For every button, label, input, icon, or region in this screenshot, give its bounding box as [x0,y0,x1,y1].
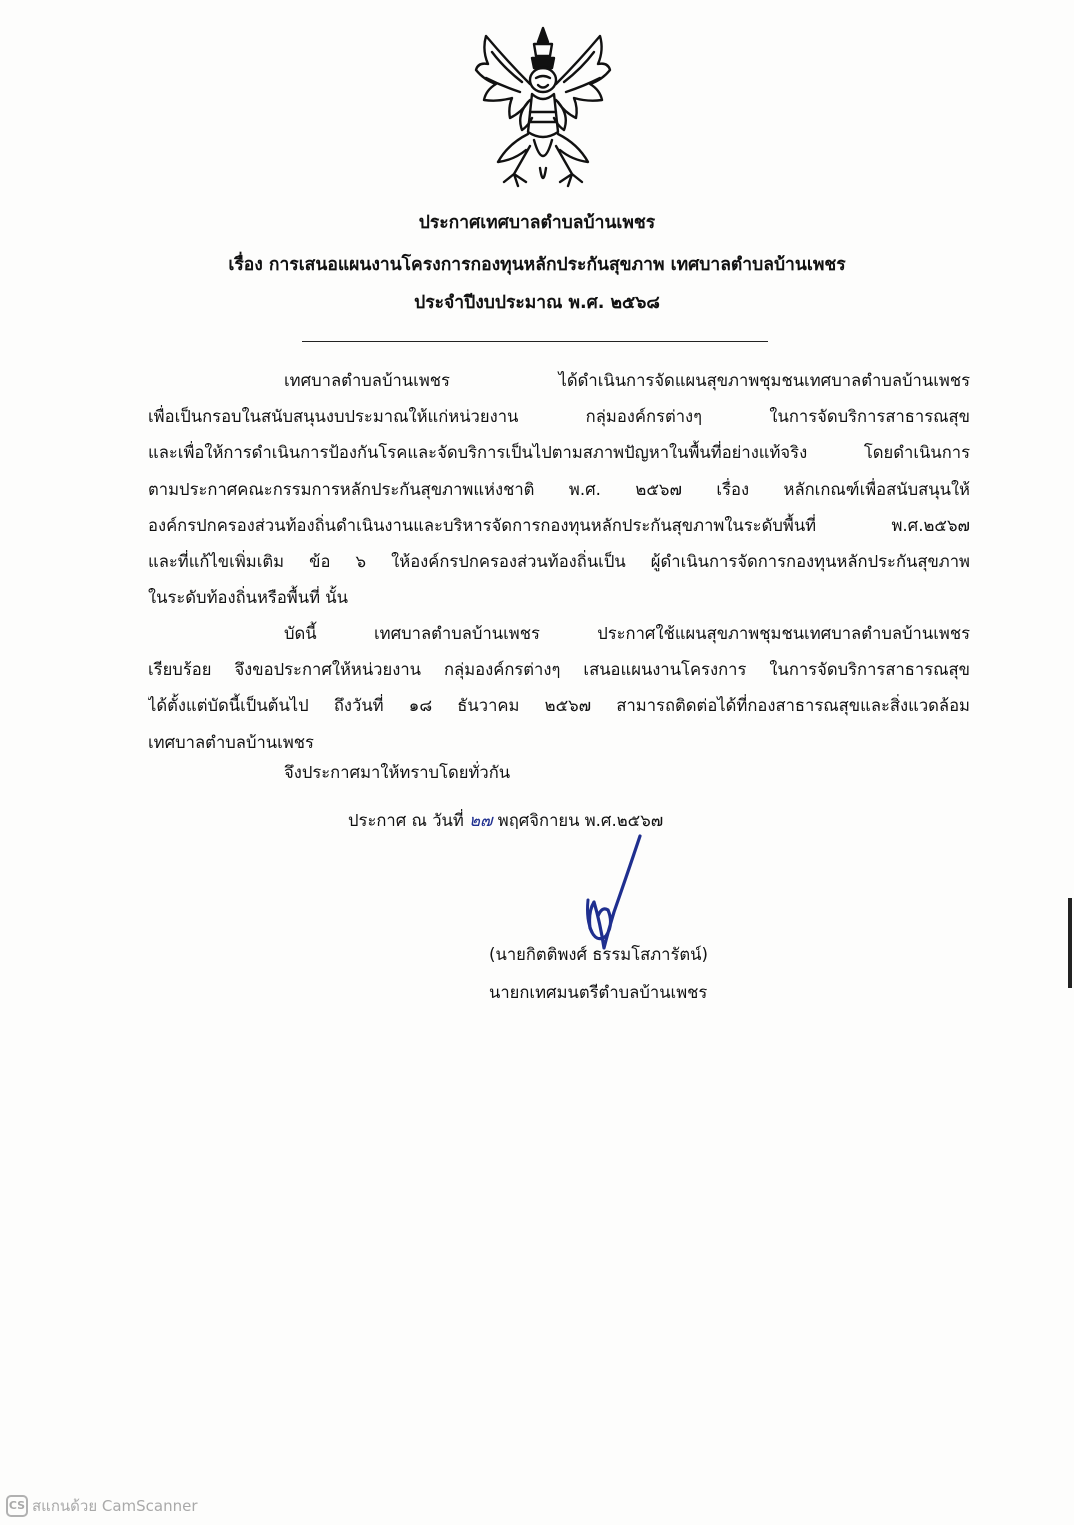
paragraph-2 [148,616,970,761]
date-suffix: พฤศจิกายน พ.ศ.๒๕๖๗ [492,811,664,830]
signer-title: นายกเทศมนตรีตำบลบ้านเพชร [489,983,708,1002]
paragraph-line: และเพื่อให้การดำเนินการป้องกันโรคและจัดบริการเป็นไปตามสภาพปัญหาในพื้นที่อย่างแท้จริง โดยดำเนินการ [148,443,970,463]
camscanner-watermark [6,1494,198,1518]
heading-divider [302,341,768,342]
scan-edge-mark [1068,898,1072,988]
paragraph-line: เทศบาลตำบลบ้านเพชร ได้ดำเนินการจัดแผนสุขภาพชุมชนเทศบาลตำบลบ้านเพชร [284,371,970,390]
signer-name: (นายกิตติพงศ์ ธรรมโสภารัตน์) [489,945,709,964]
paragraph-line: และที่แก้ไขเพิ่มเติม ข้อ ๖ ให้องค์กรปกครองส่วนท้องถิ่นเป็น ผู้ดำเนินการจัดการกองทุนหลักประกันสุขภาพ [148,551,970,571]
date-prefix: ประกาศ ณ วันที่ [348,811,470,830]
date-day-handwritten: ๒๗ [469,811,493,830]
closing-statement: จึงประกาศมาให้ทราบโดยทั่วกัน [284,763,511,782]
paragraph-line: ตามประกาศคณะกรรมการหลักประกันสุขภาพแห่งชาติ พ.ศ. ๒๕๖๗ เรื่อง หลักเกณฑ์เพื่อสนับสนุนให้ [148,479,970,499]
announcement-title: ประกาศเทศบาลตำบลบ้านเพชร [418,213,656,233]
watermark-text: สแกนด้วย CamScanner [32,1497,198,1515]
garuda-emblem-icon [468,22,618,194]
handwritten-signature-icon [574,832,664,957]
paragraph-line: ในระดับท้องถิ่นหรือพื้นที่ นั้น [148,588,348,608]
paragraph-line: ได้ตั้งแต่บัดนี้เป็นต้นไป ถึงวันที่ ๑๘ ธันวาคม ๒๕๖๗ สามารถติดต่อได้ที่กองสาธารณสุขและสิ่งแวดล้อม [148,696,970,716]
paragraph-line: เพื่อเป็นกรอบในสนับสนุนงบประมาณให้แก่หน่วยงาน กลุ่มองค์กรต่างๆ ในการจัดบริการสาธารณสุข [148,407,970,427]
paragraph-1 [148,363,970,616]
announcement-date [348,808,663,834]
camscanner-logo-icon: CS [6,1495,28,1517]
fiscal-year-line: ประจำปีงบประมาณ พ.ศ. ๒๕๖๘ [414,293,660,313]
announcement-subject: เรื่อง การเสนอแผนงานโครงการกองทุนหลักประกันสุขภาพ เทศบาลตำบลบ้านเพชร [228,255,846,275]
paragraph-line: เทศบาลตำบลบ้านเพชร [148,732,314,752]
paragraph-line: องค์กรปกครองส่วนท้องถิ่นดำเนินงานและบริหารจัดการกองทุนหลักประกันสุขภาพในระดับพื้นที่ พ.ศ.๒๕๖๗ [148,515,970,535]
paragraph-line: บัดนี้ เทศบาลตำบลบ้านเพชร ประกาศใช้แผนสุขภาพชุมชนเทศบาลตำบลบ้านเพชร [284,624,970,643]
paragraph-line: เรียบร้อย จึงขอประกาศให้หน่วยงาน กลุ่มองค์กรต่างๆ เสนอแผนงานโครงการ ในการจัดบริการสาธารณสุข [148,660,970,680]
